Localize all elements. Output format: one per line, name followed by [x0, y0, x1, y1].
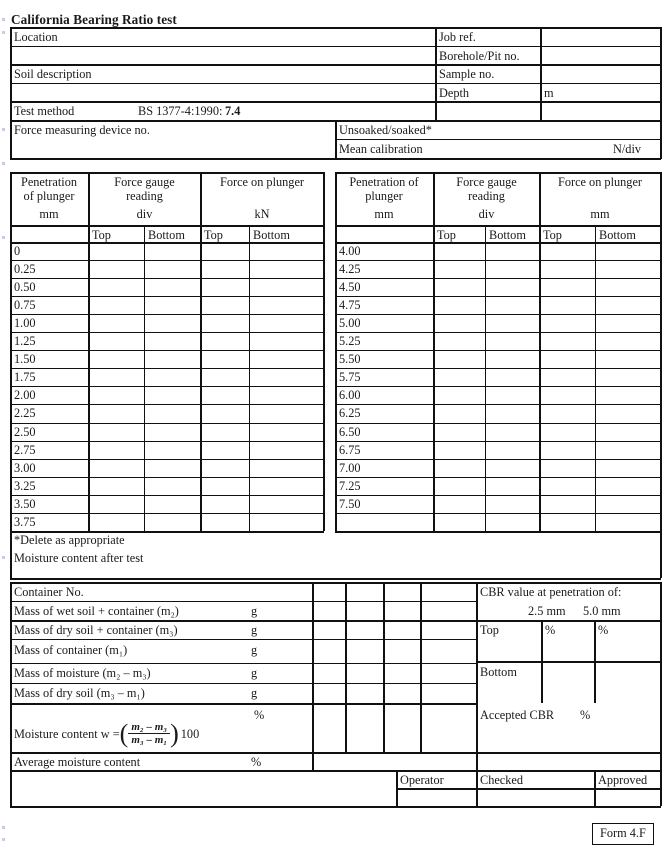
rule [10, 582, 12, 806]
right-force-header: Force on plunger [557, 175, 642, 189]
penetration-value: 3.50 [14, 496, 36, 511]
mass-moisture-label: Mass of moisture (m₂ – m₃) [14, 666, 151, 680]
mass-container-label: Mass of container (m₁) [14, 643, 128, 657]
table-cell[interactable] [201, 405, 248, 421]
table-cell[interactable] [486, 279, 538, 295]
open-paren: ( [119, 718, 129, 748]
penetration-value: 4.50 [339, 280, 361, 295]
fraction-denominator: m₃ – m₁ [128, 733, 170, 746]
cbr-top-percent-1: % [545, 623, 556, 637]
table-cell[interactable] [89, 514, 143, 530]
rule [10, 101, 661, 103]
table-cell[interactable] [89, 261, 143, 277]
table-cell[interactable] [89, 387, 143, 403]
table-cell[interactable] [201, 279, 248, 295]
penetration-value: 1.00 [14, 316, 36, 331]
checked-field[interactable] [478, 790, 592, 805]
table-cell[interactable] [486, 369, 538, 385]
table-cell[interactable] [145, 279, 199, 295]
table-cell[interactable] [145, 297, 199, 313]
moisture-content-label: Moisture content w = [14, 727, 120, 741]
table-cell[interactable] [486, 405, 538, 421]
penetration-value: 5.00 [339, 316, 361, 331]
penetration-value: 0 [14, 244, 21, 258]
table-cell[interactable] [201, 315, 248, 331]
mass-dry-soil-cont-label: Mass of dry soil + container (m₃) [14, 623, 178, 637]
table-cell[interactable] [540, 261, 594, 277]
mean-calibration-field[interactable] [430, 141, 610, 157]
right-subheader-bottom-1: Bottom [489, 228, 526, 242]
table-cell[interactable] [250, 315, 322, 331]
scan-artifact [2, 826, 5, 829]
job-ref-label: Job ref. [439, 30, 476, 44]
mean-calibration-label: Mean calibration [339, 142, 423, 156]
rule [10, 578, 661, 580]
average-moisture-label: Average moisture content [14, 755, 141, 769]
rule [10, 225, 324, 227]
table-cell[interactable] [145, 496, 199, 512]
rule [383, 582, 385, 752]
mass-moisture-unit: g [251, 666, 258, 680]
moisture-fraction [128, 721, 170, 746]
fraction-numerator: m₂ – m₃ [131, 721, 168, 733]
table-cell[interactable] [145, 442, 199, 458]
table-cell[interactable] [596, 387, 659, 403]
table-cell[interactable] [89, 351, 143, 367]
table-cell[interactable] [540, 460, 594, 476]
test-method-field[interactable] [437, 103, 538, 119]
penetration-value: 0.75 [14, 298, 36, 313]
borehole-field[interactable] [542, 48, 659, 63]
table-cell[interactable] [201, 333, 248, 349]
scan-artifact [2, 838, 5, 841]
average-moisture-field[interactable] [314, 754, 474, 769]
operator-label: Operator [400, 773, 444, 787]
table-cell[interactable] [201, 261, 248, 277]
table-cell[interactable] [201, 351, 248, 367]
rule [10, 683, 476, 684]
rule [10, 601, 476, 602]
table-cell[interactable] [486, 261, 538, 277]
table-cell[interactable] [486, 496, 538, 512]
scan-artifact [2, 236, 5, 239]
right-gauge-header-2: reading [468, 189, 505, 203]
table-cell[interactable] [89, 297, 143, 313]
penetration-value: 7.00 [339, 460, 361, 475]
delete-as-appropriate-note: *Delete as appropriate [14, 533, 125, 547]
left-subheader-bottom-1: Bottom [148, 228, 185, 242]
table-cell[interactable] [89, 405, 143, 421]
table-cell[interactable] [540, 496, 594, 512]
test-method-label: Test method [14, 104, 75, 118]
table-cell[interactable] [201, 442, 248, 458]
average-moisture-unit: % [251, 755, 262, 769]
penetration-value: 5.50 [339, 352, 361, 367]
cbr-bottom-label: Bottom [480, 665, 517, 679]
penetration-value: 1.25 [14, 334, 36, 349]
table-cell[interactable] [486, 424, 538, 440]
table-cell[interactable] [145, 405, 199, 421]
sample-no-field[interactable] [542, 66, 659, 82]
table-cell[interactable] [486, 297, 538, 313]
table-cell[interactable] [250, 405, 322, 421]
table-cell[interactable] [486, 387, 538, 403]
rule [335, 120, 337, 159]
table-cell[interactable] [434, 405, 484, 421]
table-cell[interactable] [596, 297, 659, 313]
accepted-cbr-unit: % [580, 708, 591, 722]
table-cell[interactable] [89, 478, 143, 494]
sample-no-label: Sample no. [439, 67, 495, 81]
table-cell[interactable] [486, 514, 538, 530]
accepted-cbr-field[interactable] [478, 705, 659, 750]
location-field[interactable] [12, 29, 433, 64]
left-gauge-header-2: reading [126, 189, 163, 203]
mean-calibration-unit: N/div [613, 142, 642, 156]
depth-field[interactable] [560, 85, 659, 100]
table-cell[interactable] [540, 333, 594, 349]
right-penetration-header: Penetration of [349, 175, 419, 189]
table-cell[interactable] [540, 279, 594, 295]
penetration-value: 6.25 [339, 406, 361, 421]
table-cell[interactable] [540, 369, 594, 385]
right-subheader-bottom-2: Bottom [599, 228, 636, 242]
table-cell[interactable] [250, 496, 322, 512]
table-cell[interactable] [434, 460, 484, 476]
table-cell[interactable] [250, 351, 322, 367]
table-cell[interactable] [434, 351, 484, 367]
penetration-value: 0.25 [14, 262, 36, 277]
table-cell[interactable] [486, 351, 538, 367]
test-method-standard: BS 1377-4:1990: [138, 104, 223, 118]
table-cell[interactable] [596, 351, 659, 367]
penetration-value: 7.25 [339, 478, 361, 493]
table-cell[interactable] [89, 369, 143, 385]
penetration-value: 6.00 [339, 388, 361, 403]
table-cell[interactable] [434, 424, 484, 440]
rule [660, 27, 662, 159]
left-gauge-unit: div [136, 207, 153, 221]
close-paren: ) [170, 718, 179, 748]
table-cell[interactable] [145, 243, 199, 259]
page-title: California Bearing Ratio test [11, 12, 177, 27]
right-force-unit: mm [590, 207, 610, 221]
table-cell[interactable] [434, 297, 484, 313]
test-method-clause: 7.4 [225, 104, 241, 118]
left-penetration-header: Penetration [20, 175, 77, 189]
accepted-cbr-label: Accepted CBR [480, 708, 555, 722]
penetration-value: 3.25 [14, 478, 36, 493]
right-penetration-unit: mm [374, 207, 394, 221]
table-cell[interactable] [596, 243, 659, 259]
depth-label: Depth [439, 86, 470, 100]
right-subheader-top-2: Top [543, 228, 562, 242]
table-cell[interactable] [250, 514, 322, 530]
scan-artifact [2, 162, 5, 165]
table-cell[interactable] [434, 442, 484, 458]
formula-multiplier: 100 [180, 727, 200, 741]
penetration-value: 2.50 [14, 424, 36, 439]
penetration-value: 0.50 [14, 280, 36, 295]
cbr-penetration-1: 2.5 mm [528, 604, 566, 618]
table-cell[interactable] [596, 315, 659, 331]
table-cell[interactable] [486, 478, 538, 494]
table-cell[interactable] [540, 297, 594, 313]
rule [10, 172, 324, 174]
table-cell[interactable] [434, 369, 484, 385]
cbr-bottom-2-5mm-field[interactable] [543, 663, 593, 702]
table-cell[interactable] [540, 514, 594, 530]
rule [10, 770, 661, 772]
table-cell[interactable] [89, 243, 143, 259]
table-cell[interactable] [89, 279, 143, 295]
table-cell[interactable] [201, 243, 248, 259]
form-number: Form 4.F [600, 826, 646, 840]
scan-artifact [2, 128, 5, 131]
table-cell[interactable] [434, 243, 484, 259]
soil-description-label: Soil description [14, 67, 92, 81]
table-cell[interactable] [434, 279, 484, 295]
force-device-label: Force measuring device no. [14, 123, 150, 137]
penetration-value: 7.50 [339, 496, 361, 511]
cbr-top-5-0mm-field[interactable] [596, 622, 659, 660]
soil-description-field[interactable] [12, 66, 433, 100]
left-force-unit: kN [254, 207, 270, 221]
table-cell[interactable] [201, 424, 248, 440]
table-cell[interactable] [89, 496, 143, 512]
penetration-value: 4.25 [339, 262, 361, 277]
rule [335, 139, 661, 140]
table-cell[interactable] [201, 297, 248, 313]
scan-artifact [2, 556, 5, 559]
table-cell[interactable] [434, 496, 484, 512]
table-cell[interactable] [89, 460, 143, 476]
form-number-box [592, 823, 654, 845]
depth-unit: m [544, 86, 554, 100]
moisture-after-test-note: Moisture content after test [14, 551, 144, 565]
penetration-value: 4.75 [339, 298, 361, 313]
table-cell[interactable] [434, 478, 484, 494]
rule [476, 582, 478, 806]
table-cell[interactable] [540, 387, 594, 403]
table-cell[interactable] [434, 514, 484, 530]
table-cell[interactable] [596, 496, 659, 512]
table-cell[interactable] [250, 387, 322, 403]
table-cell[interactable] [201, 460, 248, 476]
scan-artifact [2, 18, 5, 21]
table-cell[interactable] [434, 387, 484, 403]
table-cell[interactable] [540, 315, 594, 331]
table-cell[interactable] [596, 442, 659, 458]
rule [345, 582, 347, 752]
right-gauge-header: Force gauge [456, 175, 517, 189]
table-cell[interactable] [596, 369, 659, 385]
rule [10, 639, 476, 640]
table-cell[interactable] [434, 261, 484, 277]
table-cell[interactable] [89, 333, 143, 349]
penetration-value: 3.00 [14, 460, 36, 475]
borehole-label: Borehole/Pit no. [439, 49, 520, 63]
rule [312, 582, 314, 770]
penetration-value: 2.75 [14, 442, 36, 457]
table-cell[interactable] [596, 460, 659, 476]
table-cell[interactable] [89, 315, 143, 331]
penetration-value: 1.75 [14, 370, 36, 385]
left-subheader-bottom-2: Bottom [253, 228, 290, 242]
table-cell[interactable] [250, 442, 322, 458]
rule [10, 806, 661, 808]
table-cell[interactable] [540, 351, 594, 367]
cbr-penetration-2: 5.0 mm [583, 604, 621, 618]
rule [660, 531, 662, 578]
table-cell[interactable] [250, 297, 322, 313]
cbr-top-percent-2: % [598, 623, 609, 637]
table-cell[interactable] [486, 442, 538, 458]
approved-label: Approved [598, 773, 648, 787]
table-cell[interactable] [540, 424, 594, 440]
scan-artifact [2, 31, 5, 34]
table-cell[interactable] [145, 315, 199, 331]
rule [660, 582, 662, 806]
rule [420, 582, 422, 752]
table-cell[interactable] [201, 387, 248, 403]
cbr-top-2-5mm-field[interactable] [543, 622, 593, 660]
left-gauge-header: Force gauge [114, 175, 175, 189]
table-cell[interactable] [486, 460, 538, 476]
job-ref-field[interactable] [542, 29, 659, 45]
penetration-value: 6.75 [339, 442, 361, 457]
rule [335, 225, 661, 227]
left-subheader-top-2: Top [204, 228, 223, 242]
right-penetration-header-2: plunger [365, 189, 403, 203]
table-cell[interactable] [201, 369, 248, 385]
right-gauge-unit: div [478, 207, 495, 221]
table-cell[interactable] [250, 243, 322, 259]
penetration-value: 6.50 [339, 424, 361, 439]
rule [335, 531, 661, 533]
cbr-top-label: Top [480, 623, 499, 637]
rule [10, 703, 476, 705]
approved-field[interactable] [596, 790, 659, 805]
left-penetration-header-2: of plunger [23, 189, 75, 203]
table-cell[interactable] [145, 460, 199, 476]
unsoaked-soaked-label: Unsoaked/soaked* [339, 123, 432, 137]
table-cell[interactable] [596, 405, 659, 421]
checked-label: Checked [480, 773, 524, 787]
penetration-value: 2.00 [14, 388, 36, 403]
penetration-value: 1.50 [14, 352, 36, 367]
table-cell[interactable] [145, 387, 199, 403]
table-cell[interactable] [145, 514, 199, 530]
table-cell[interactable] [250, 279, 322, 295]
table-cell[interactable] [250, 261, 322, 277]
table-cell[interactable] [486, 243, 538, 259]
table-cell[interactable] [434, 333, 484, 349]
table-cell[interactable] [540, 478, 594, 494]
rule [10, 582, 661, 584]
table-cell[interactable] [201, 514, 248, 530]
table-cell[interactable] [596, 514, 659, 530]
mass-wet-soil-unit: g [251, 604, 258, 618]
table-cell[interactable] [89, 424, 143, 440]
moisture-content-formula [14, 718, 200, 748]
table-cell[interactable] [596, 333, 659, 349]
table-cell[interactable] [540, 243, 594, 259]
table-cell[interactable] [145, 369, 199, 385]
location-label: Location [14, 30, 58, 44]
penetration-value: 4.00 [339, 244, 361, 258]
penetration-value: 3.75 [14, 514, 36, 529]
table-cell[interactable] [486, 333, 538, 349]
table-cell[interactable] [540, 442, 594, 458]
force-device-field[interactable] [12, 122, 334, 157]
penetration-value: 5.75 [339, 370, 361, 385]
rule [335, 172, 661, 174]
table-cell[interactable] [540, 405, 594, 421]
cbr-panel-title: CBR value at penetration of: [480, 585, 622, 599]
table-cell[interactable] [250, 424, 322, 440]
cbr-bottom-5-0mm-field[interactable] [596, 663, 659, 702]
rule [10, 531, 12, 578]
penetration-value: 5.25 [339, 334, 361, 349]
left-subheader-top-1: Top [92, 228, 111, 242]
table-cell[interactable] [145, 261, 199, 277]
table-cell[interactable] [145, 424, 199, 440]
mass-dry-soil-label: Mass of dry soil (m₃ – m₁) [14, 686, 145, 700]
right-subheader-top-1: Top [437, 228, 456, 242]
mass-dry-soil-unit: g [251, 686, 258, 700]
table-cell[interactable] [145, 478, 199, 494]
table-cell[interactable] [596, 261, 659, 277]
penetration-value: 2.25 [14, 406, 36, 421]
left-force-header: Force on plunger [219, 175, 304, 189]
table-cell[interactable] [250, 369, 322, 385]
left-penetration-unit: mm [39, 207, 59, 221]
table-cell[interactable] [145, 333, 199, 349]
table-cell[interactable] [250, 478, 322, 494]
mass-dry-soil-cont-unit: g [251, 623, 258, 637]
table-cell[interactable] [250, 460, 322, 476]
rule [10, 663, 476, 664]
table-cell[interactable] [486, 315, 538, 331]
table-cell[interactable] [145, 351, 199, 367]
table-cell[interactable] [89, 442, 143, 458]
table-cell[interactable] [596, 478, 659, 494]
mass-wet-soil-label: Mass of wet soil + container (m₂) [14, 604, 179, 618]
mass-container-unit: g [251, 643, 258, 657]
container-no-label: Container No. [14, 585, 84, 599]
table-cell[interactable] [201, 496, 248, 512]
table-cell[interactable] [201, 478, 248, 494]
moisture-content-unit: % [254, 708, 265, 722]
table-cell[interactable] [596, 424, 659, 440]
table-cell[interactable] [434, 315, 484, 331]
table-cell[interactable] [250, 333, 322, 349]
table-cell[interactable] [596, 279, 659, 295]
